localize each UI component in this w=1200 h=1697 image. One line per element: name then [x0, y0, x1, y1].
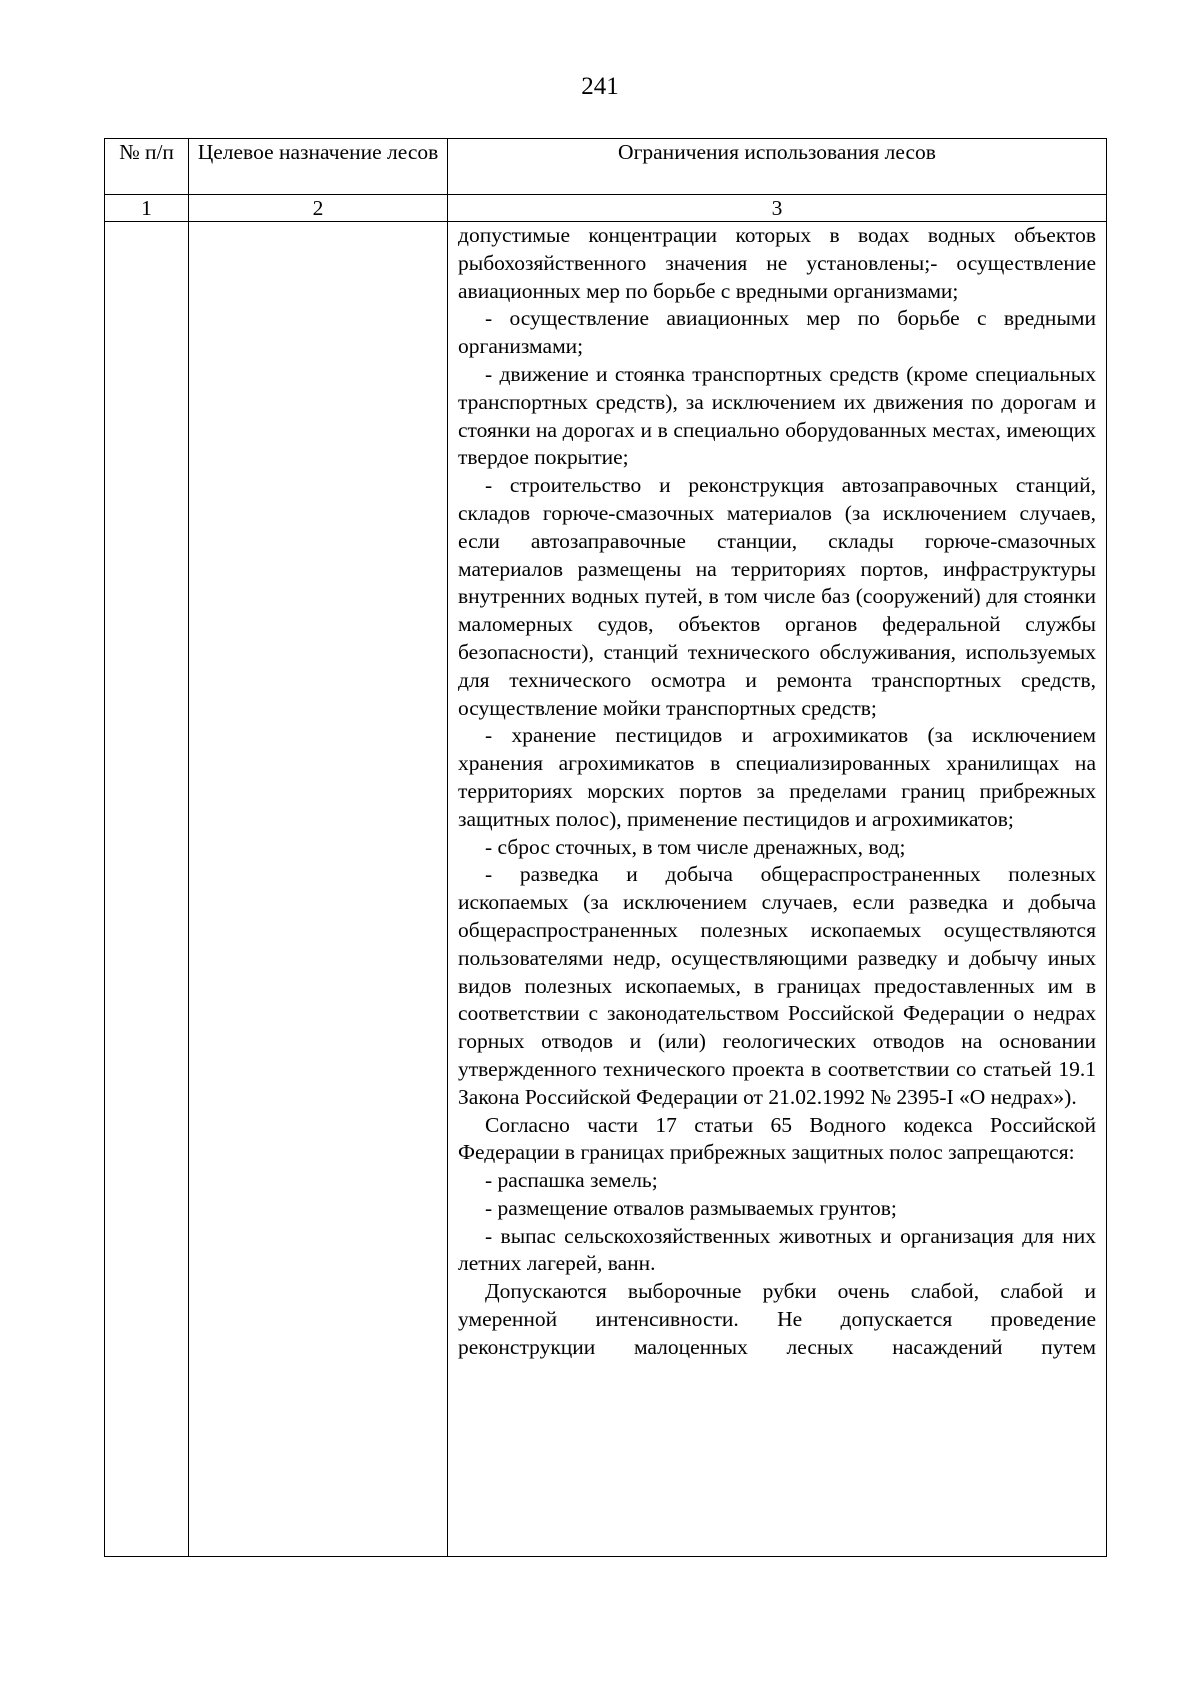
cell-restrictions [448, 222, 1107, 1557]
table-row [105, 222, 1107, 1557]
restriction-paragraph: - движение и стоянка транспортных средств (кроме специальных транспортных средств), за исключением их движения по дорогам и стоянки на дорогах и в специально оборудованных местах, имеющих твердое покрытие; [458, 361, 1096, 470]
restriction-paragraph: - сброс сточных, в том числе дренажных, вод; [485, 834, 906, 859]
restriction-paragraph: - разведка и добыча общераспространенных полезных ископаемых (за исключением случаев, если разведка и добыча общераспространенных полезных ископаемых осуществляются пользователями недр, осуществляющими разведку и добычу иных видов полезных ископаемых, в границах предоставленных им в соответствии с законодательством Российской Федерации о недрах горных отводов и (или) геологических отводов на основании утвержденного технического проекта в соответствии со статьей 19.1 Закона Российской Федерации от 21.02.1992 № 2395-I «О недрах»). [458, 862, 1096, 1109]
header-purpose: Целевое назначение лесов [189, 139, 448, 195]
restriction-paragraph: - размещение отвалов размываемых грунтов; [485, 1195, 897, 1220]
restriction-paragraph: - строительство и реконструкция автозаправочных станций, складов горюче-смазочных материалов (за исключением случаев, если автозаправочные станции, склады горюче-смазочных материалов размещены на территориях портов, инфраструктуры внутренних водных путей, в том числе баз (сооружений) для стоянки маломерных судов, объектов органов федеральной службы безопасности), станций технического обслуживания, используемых для технического осмотра и ремонта транспортных средств, осуществление мойки транспортных средств; [458, 473, 1096, 720]
cell-purpose [189, 222, 448, 1557]
page-number: 241 [581, 73, 619, 100]
table-header-row [105, 139, 1107, 195]
column-number-3: 3 [448, 195, 1107, 222]
forest-restrictions-table [104, 138, 1107, 1557]
restriction-paragraph: допустимые концентрации которых в водах водных объектов рыбохозяйственного значения не установлены;- осуществление авиационных мер по борьбе с вредными организмами; [458, 223, 1096, 303]
restriction-paragraph: Допускаются выборочные рубки очень слабой, слабой и умеренной интенсивности. Не допускается проведение реконструкции малоценных лесных насаждений путем [458, 1279, 1096, 1359]
header-number: № п/п [105, 139, 189, 195]
restriction-paragraph: - распашка земель; [485, 1168, 658, 1193]
restriction-paragraph: Согласно части 17 статьи 65 Водного кодекса Российской Федерации в границах прибрежных защитных полос запрещаются: [458, 1112, 1096, 1165]
column-numbers-row [105, 195, 1107, 222]
restriction-paragraph: - хранение пестицидов и агрохимикатов (за исключением хранения агрохимикатов в специализированных хранилищах на территориях морских портов за пределами границ прибрежных защитных полос), применение пестицидов и агрохимикатов; [458, 723, 1096, 831]
restriction-paragraph: - осуществление авиационных мер по борьбе с вредными организмами; [458, 306, 1096, 359]
header-restrictions: Ограничения использования лесов [448, 139, 1107, 195]
column-number-2: 2 [189, 195, 448, 222]
restriction-paragraph: - выпас сельскохозяйственных животных и организация для них летних лагерей, ванн. [458, 1223, 1096, 1276]
cell-number [105, 222, 189, 1557]
column-number-1: 1 [105, 195, 189, 222]
